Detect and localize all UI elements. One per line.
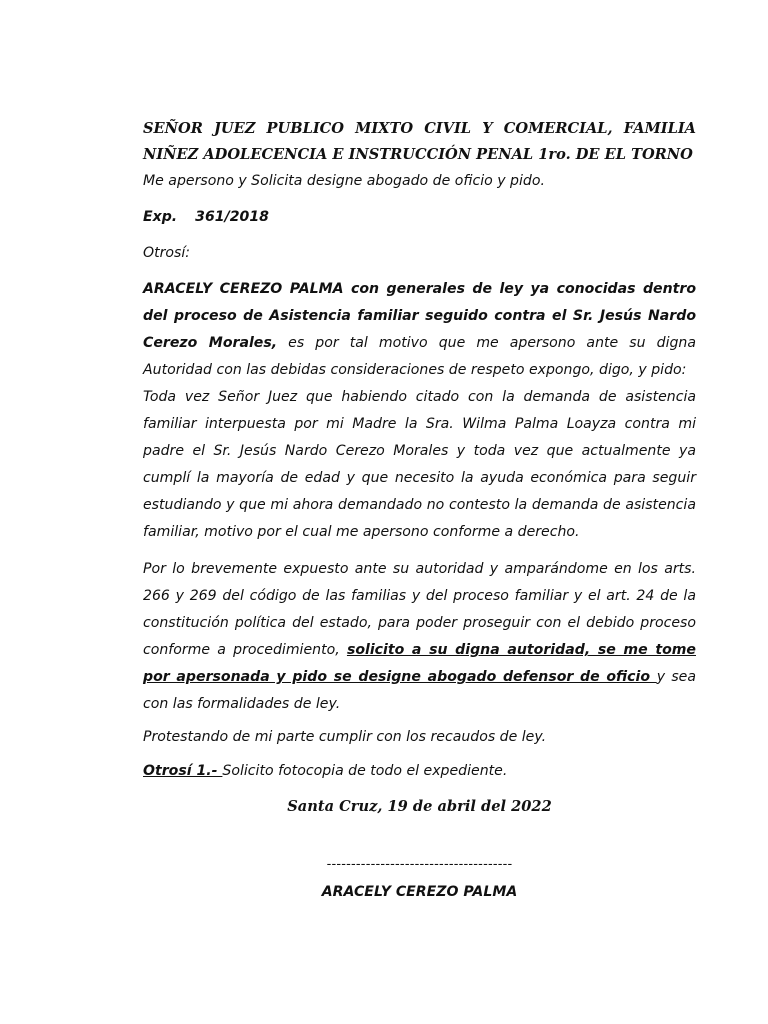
- otrosi-1-text: Solicito fotocopia de todo el expediente.: [222, 763, 508, 779]
- otrosi-1-label: Otrosí 1.-: [143, 763, 223, 779]
- signature-line: --------------------------------------: [326, 857, 513, 872]
- document-header: [143, 116, 696, 168]
- case-number: [143, 204, 696, 230]
- paragraph-intro: [143, 276, 696, 384]
- intro-bold-text: ARACELY CEREZO PALMA con generales de ley ya conocidas dentro del proceso de Asistencia familiar seguido contra el Sr. Jesús Nardo Cerezo Morales,: [143, 281, 696, 351]
- signatory-name: ARACELY CEREZO PALMA: [321, 884, 518, 900]
- request-start-text: Por lo brevemente expuesto ante su autoridad y amparándome en los arts. 266 y 269 del código de las familias y del proceso familiar y el art. 24 de la constitución política del estado, para poder proseguir con el debido proceso conforme a procedimiento,: [143, 561, 696, 658]
- paragraph-facts: Toda vez Señor Juez que habiendo citado con la demanda de asistencia familiar interpuesta por mi Madre la Sra. Wilma Palma Loayza contra mi padre el Sr. Jesús Nardo Cerezo Morales y toda vez que actualmente ya cumplí la mayoría de edad y que necesito la ayuda económica para seguir estudiando y que mi ahora demandado no contesto la demanda de asistencia familiar, motivo por el cual me apersono conforme a derecho.: [143, 389, 696, 540]
- document-date: Santa Cruz, 19 de abril del 2022: [287, 798, 552, 815]
- otrosi-1: [143, 758, 696, 784]
- legal-document: [143, 116, 696, 904]
- header-line-2: NIÑEZ ADOLECENCIA E INSTRUCCIÓN PENAL 1ro. DE EL TORNO: [143, 146, 693, 163]
- otrosi-heading: Otrosí:: [143, 245, 191, 261]
- paragraph-request: [143, 556, 696, 718]
- intro-rest-text: es por tal motivo que me apersono ante su digna Autoridad con las debidas consideraciones de respeto expongo, digo, y pido:: [143, 335, 696, 378]
- case-number-label: Exp.: [143, 209, 178, 225]
- request-emphasis-text: solicito a su digna autoridad, se me tome por apersonada y pido se designe abogado defensor de oficio: [143, 642, 696, 685]
- case-number-value: 361/2018: [195, 209, 269, 225]
- document-subject: Me apersono y Solicita designe abogado de oficio y pido.: [143, 173, 545, 189]
- header-line-1: SEÑOR JUEZ PUBLICO MIXTO CIVIL Y COMERCIAL, FAMILIA: [143, 120, 696, 137]
- request-end-text: y sea con las formalidades de ley.: [143, 669, 696, 712]
- closing-statement: Protestando de mi parte cumplir con los recaudos de ley.: [143, 729, 547, 745]
